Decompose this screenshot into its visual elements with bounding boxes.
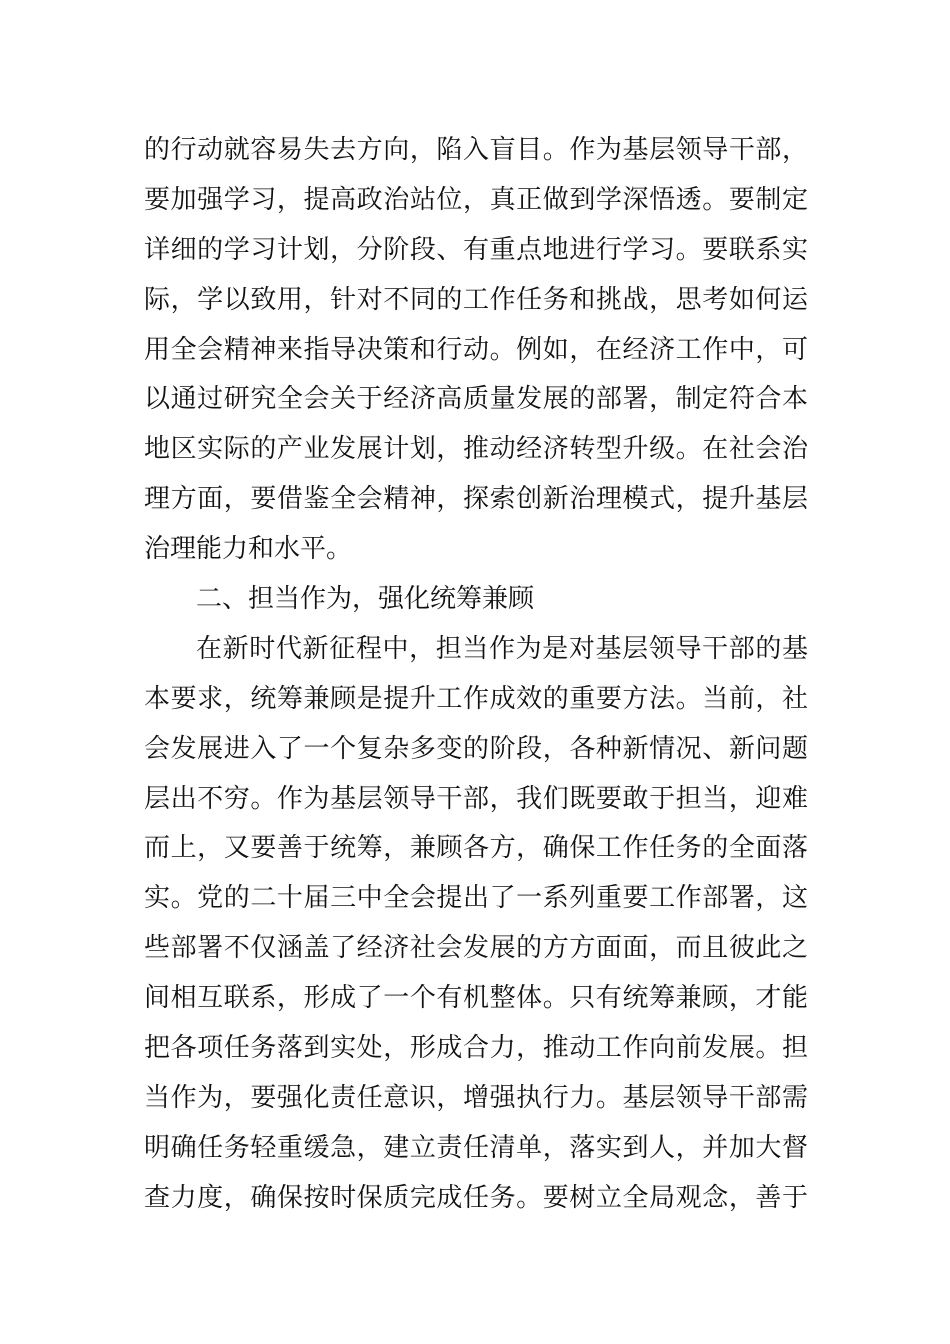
text-line: 详细的学习计划，分阶段、有重点地进行学习。要联系实 [144,234,808,265]
text-line: 治理能力和水平。 [144,534,353,565]
text-line: 在新时代新征程中，担当作为是对基层领导干部的基 [196,633,808,664]
section-heading: 二、担当作为，强化统筹兼顾 [196,584,535,615]
text-line: 把各项任务落到实处，形成合力，推动工作向前发展。担 [144,1033,808,1064]
text-line: 而上，又要善于统筹，兼顾各方，确保工作任务的全面落 [144,833,808,864]
text-line: 当作为，要强化责任意识，增强执行力。基层领导干部需 [144,1082,808,1113]
text-line: 些部署不仅涵盖了经济社会发展的方方面面，而且彼此之 [144,933,808,964]
text-line: 以通过研究全会关于经济高质量发展的部署，制定符合本 [144,384,808,415]
text-line: 理方面，要借鉴全会精神，探索创新治理模式，提升基层 [144,484,808,515]
text-line: 间相互联系，形成了一个有机整体。只有统筹兼顾，才能 [144,983,808,1014]
text-line: 层出不穷。作为基层领导干部，我们既要敢于担当，迎难 [144,783,808,814]
text-line: 要加强学习，提高政治站位，真正做到学深悟透。要制定 [144,184,808,215]
body-text [144,126,808,1224]
text-line: 用全会精神来指导决策和行动。例如，在经济工作中，可 [144,334,808,365]
text-line: 会发展进入了一个复杂多变的阶段，各种新情况、新问题 [144,733,808,764]
text-line: 实。党的二十届三中全会提出了一系列重要工作部署，这 [144,883,808,914]
text-line: 本要求，统筹兼顾是提升工作成效的重要方法。当前，社 [144,683,808,714]
text-line: 明确任务轻重缓急，建立责任清单，落实到人，并加大督 [144,1132,808,1163]
text-line: 查力度，确保按时保质完成任务。要树立全局观念，善于 [144,1182,808,1213]
text-line: 际，学以致用，针对不同的工作任务和挑战，思考如何运 [144,284,808,315]
text-line: 的行动就容易失去方向，陷入盲目。作为基层领导干部， [144,135,808,165]
text-line: 地区实际的产业发展计划，推动经济转型升级。在社会治 [144,434,808,465]
